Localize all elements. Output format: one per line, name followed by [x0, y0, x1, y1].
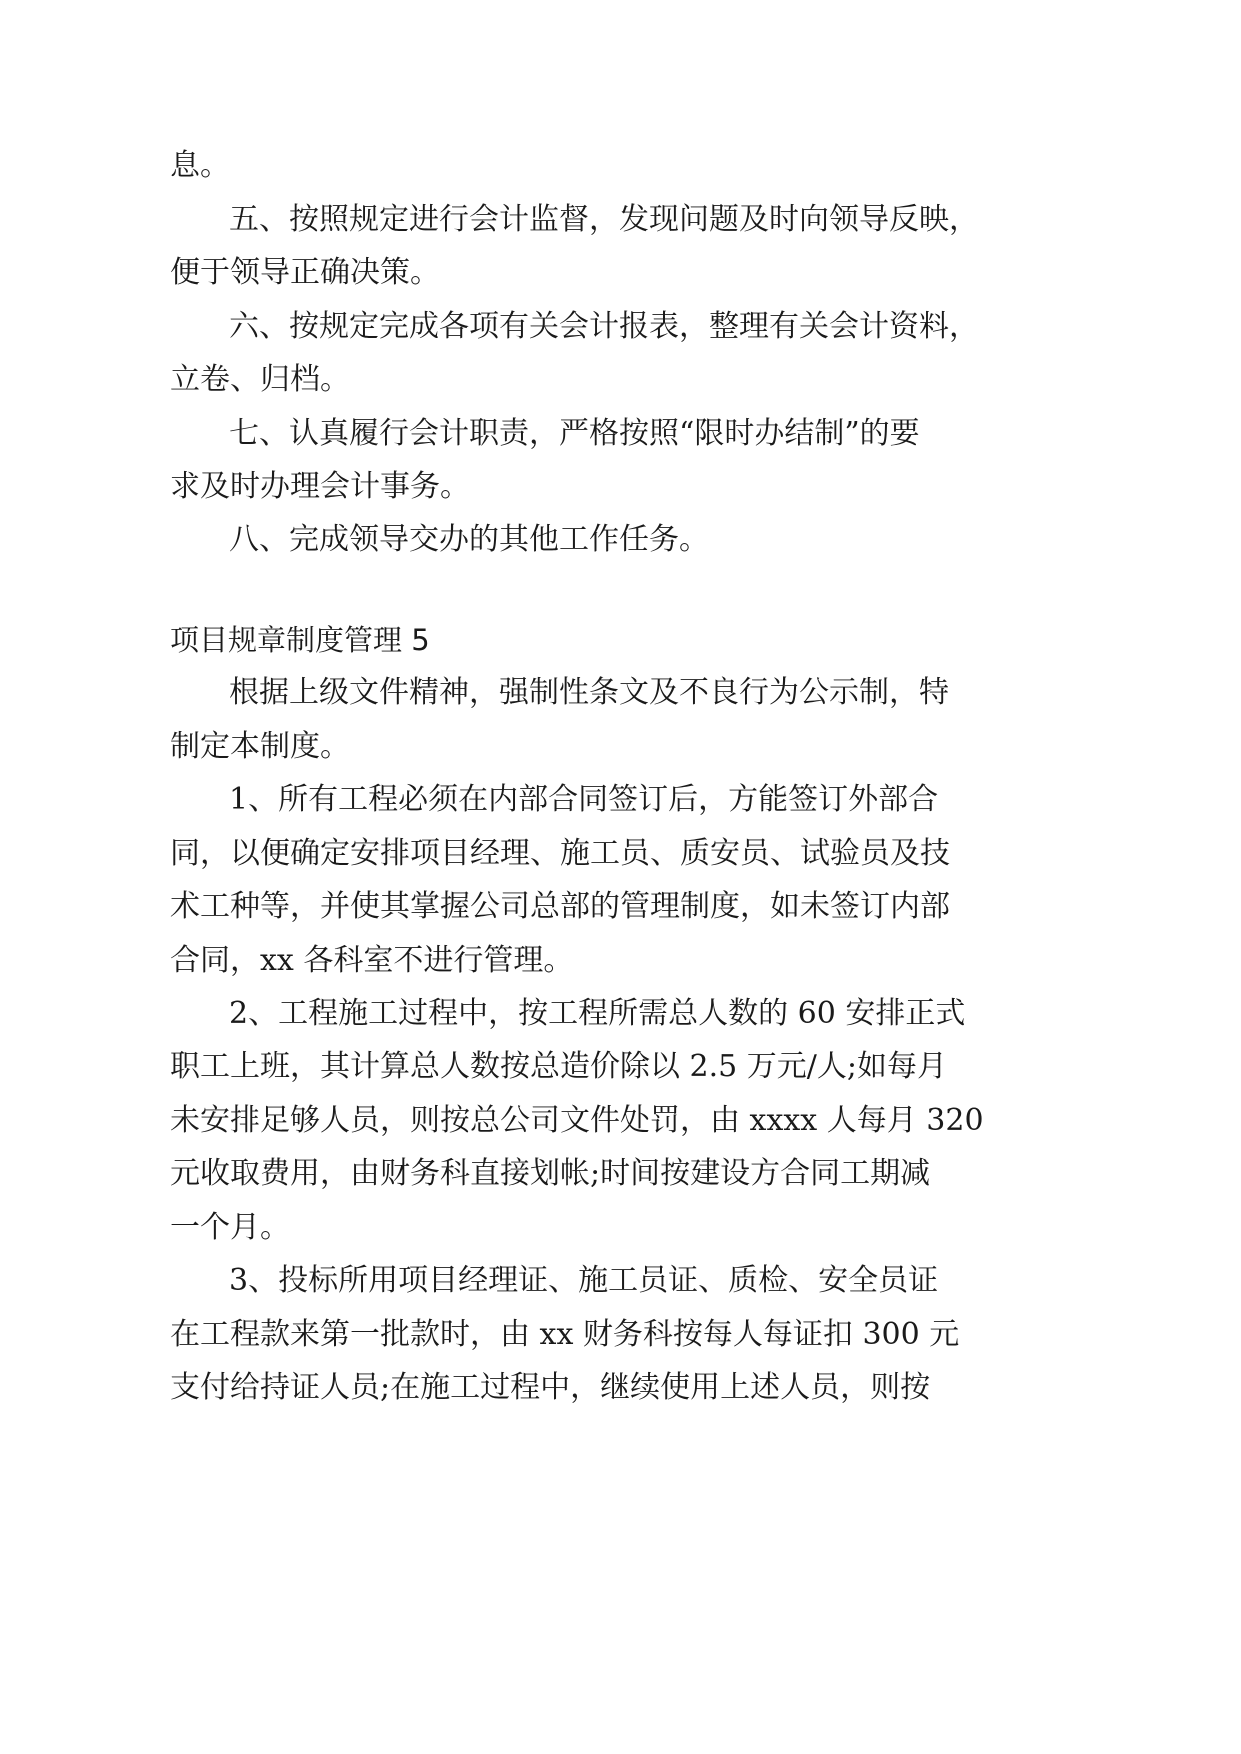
text-line-content: 术工种等，并使其掌握公司总部的管理制度，如未签订内部	[170, 889, 950, 924]
text-line-content: 制定本制度。	[170, 729, 350, 764]
text-line-content: 根据上级文件精神，强制性条文及不良行为公示制，特	[229, 675, 949, 710]
text-line-content: 立卷、归档。	[170, 362, 350, 397]
text-line-content: 便于领导正确决策。	[170, 255, 440, 290]
text-line-content: 五、按照规定进行会计监督，发现问题及时向领导反映，	[229, 202, 979, 237]
text-line-content: 息。	[170, 148, 230, 183]
text-line-content: 同，以便确定安排项目经理、施工员、质安员、试验员及技	[170, 836, 950, 871]
text-line-content: 3、投标所用项目经理证、施工员证、质检、安全员证	[229, 1263, 939, 1298]
text-line-content: 六、按规定完成各项有关会计报表，整理有关会计资料，	[229, 309, 979, 344]
text-line-content: 求及时办理会计事务。	[170, 469, 470, 504]
section-heading-text: 项目规章制度管理 5	[170, 623, 430, 657]
text-line-content: 2、工程施工过程中，按工程所需总人数的 60 安排正式	[229, 996, 966, 1031]
text-line-content: 在工程款来第一批款时，由 xx 财务科按每人每证扣 300 元	[170, 1317, 960, 1352]
text-line-content: 未安排足够人员，则按总公司文件处罚，由 xxxx 人每月 320	[170, 1103, 984, 1138]
text-line-content: 七、认真履行会计职责，严格按照“限时办结制”的要	[229, 416, 920, 451]
text-line-content: 1、所有工程必须在内部合同签订后，方能签订外部合	[229, 782, 939, 817]
text-line-content: 元收取费用，由财务科直接划帐;时间按建设方合同工期减	[170, 1156, 931, 1191]
text-line-content: 八、完成领导交办的其他工作任务。	[229, 522, 709, 557]
text-line-content: 合同，xx 各科室不进行管理。	[170, 943, 574, 978]
text-line-content: 一个月。	[170, 1210, 290, 1245]
text-line-content: 支付给持证人员;在施工过程中，继续使用上述人员，则按	[170, 1370, 931, 1405]
text-line-content: 职工上班，其计算总人数按总造价除以 2.5 万元/人;如每月	[170, 1049, 947, 1084]
